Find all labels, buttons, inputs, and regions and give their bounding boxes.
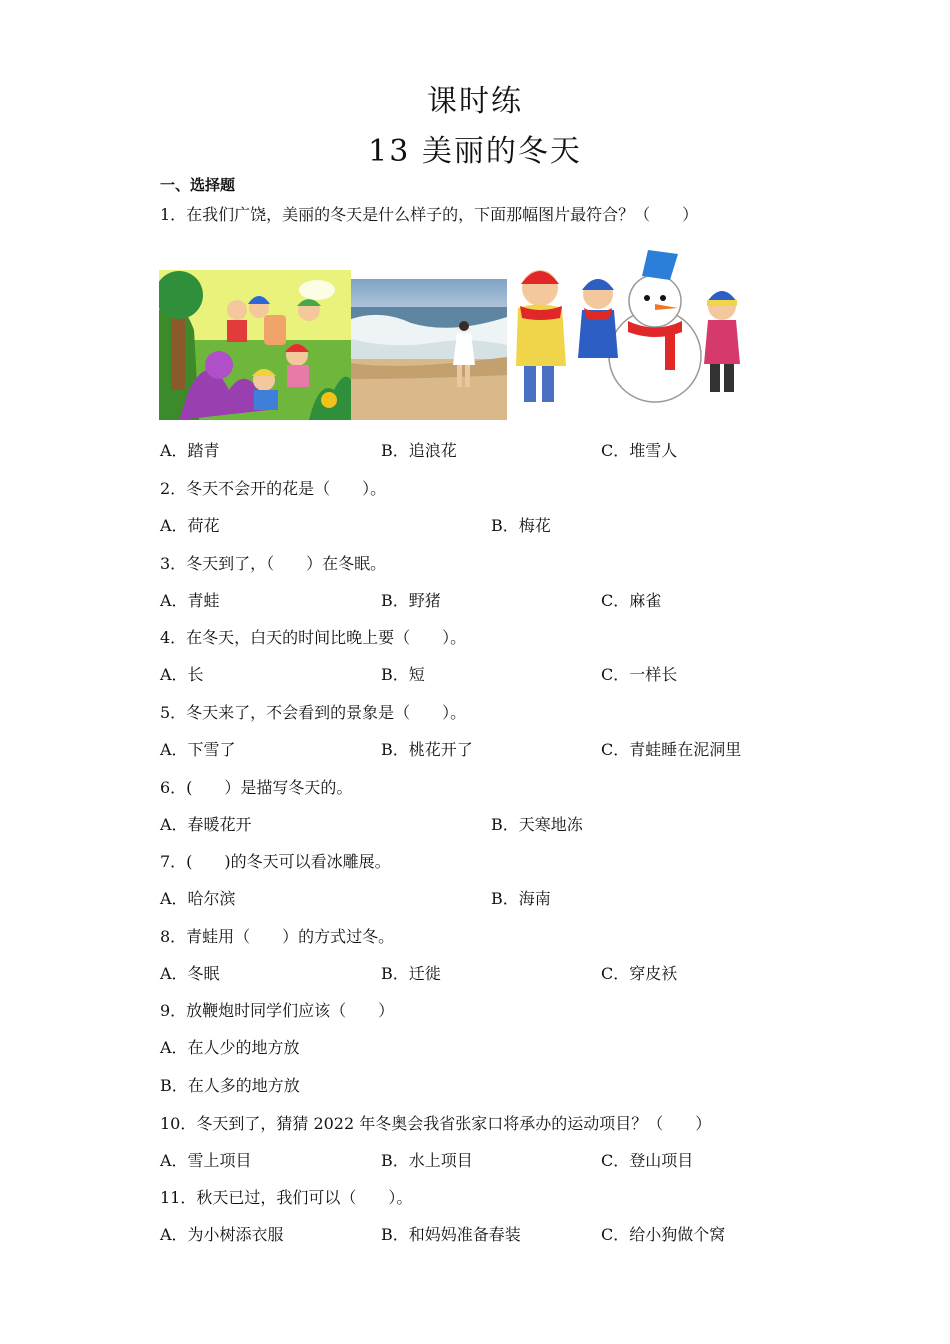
q5-option-c[interactable]: C．青蛙睡在泥洞里 (601, 740, 742, 759)
kids-building-snowman-picture (510, 246, 750, 416)
kids-spring-outing-picture (159, 270, 351, 420)
q1-option-a[interactable]: A．踏青 (160, 441, 220, 460)
question-9: 9．放鞭炮时同学们应该（ ） (160, 1001, 395, 1020)
q10-option-c[interactable]: C．登山项目 (601, 1151, 694, 1170)
question-1: 1．在我们广饶，美丽的冬天是什么样子的，下面那幅图片最符合？（ ） (160, 205, 699, 224)
beach-waves-picture (351, 279, 507, 420)
q3-option-b[interactable]: B．野猪 (381, 591, 441, 610)
q11-option-c[interactable]: C．给小狗做个窝 (601, 1225, 726, 1244)
question-7: 7．( )的冬天可以看冰雕展。 (160, 852, 391, 871)
question-3: 3．冬天到了，（ ）在冬眠。 (160, 554, 387, 573)
section-heading: 一、选择题 (160, 176, 236, 194)
q3-option-c[interactable]: C．麻雀 (601, 591, 662, 610)
q4-option-a[interactable]: A．长 (160, 665, 204, 684)
q5-option-b[interactable]: B．桃花开了 (381, 740, 473, 759)
question-8: 8．青蛙用（ ）的方式过冬。 (160, 927, 395, 946)
q4-option-c[interactable]: C．一样长 (601, 665, 678, 684)
q2-option-b[interactable]: B．梅花 (491, 516, 551, 535)
lesson-title: 13 美丽的冬天 (368, 134, 582, 169)
question-10: 10．冬天到了，猜猜 2022 年冬奥会我省张家口将承办的运动项目？（ ） (160, 1114, 712, 1133)
q11-option-a[interactable]: A．为小树添衣服 (160, 1225, 284, 1244)
q1-option-b[interactable]: B．追浪花 (381, 441, 457, 460)
q8-option-b[interactable]: B．迁徙 (381, 964, 441, 983)
q10-option-b[interactable]: B．水上项目 (381, 1151, 473, 1170)
q4-option-b[interactable]: B．短 (381, 665, 425, 684)
question-11: 11．秋天已过，我们可以（ ）。 (160, 1188, 413, 1207)
q7-option-a[interactable]: A．哈尔滨 (160, 889, 236, 908)
q11-option-b[interactable]: B．和妈妈准备春装 (381, 1225, 521, 1244)
q5-option-a[interactable]: A．下雪了 (160, 740, 236, 759)
q7-option-b[interactable]: B．海南 (491, 889, 551, 908)
q6-option-a[interactable]: A．春暖花开 (160, 815, 252, 834)
question-4: 4．在冬天，白天的时间比晚上要（ ）。 (160, 628, 467, 647)
q9-option-a[interactable]: A．在人少的地方放 (160, 1038, 300, 1057)
q9-option-b[interactable]: B．在人多的地方放 (160, 1076, 300, 1095)
q8-option-a[interactable]: A．冬眠 (160, 964, 220, 983)
worksheet-title: 课时练 (427, 84, 523, 119)
q8-option-c[interactable]: C．穿皮袄 (601, 964, 678, 983)
question-5: 5．冬天来了，不会看到的景象是（ ）。 (160, 703, 467, 722)
q2-option-a[interactable]: A．荷花 (160, 516, 220, 535)
question-2: 2．冬天不会开的花是（ ）。 (160, 479, 387, 498)
q10-option-a[interactable]: A．雪上项目 (160, 1151, 252, 1170)
q3-option-a[interactable]: A．青蛙 (160, 591, 220, 610)
q6-option-b[interactable]: B．天寒地冻 (491, 815, 583, 834)
question-6: 6．( ）是描写冬天的。 (160, 778, 353, 797)
q1-option-c[interactable]: C．堆雪人 (601, 441, 678, 460)
